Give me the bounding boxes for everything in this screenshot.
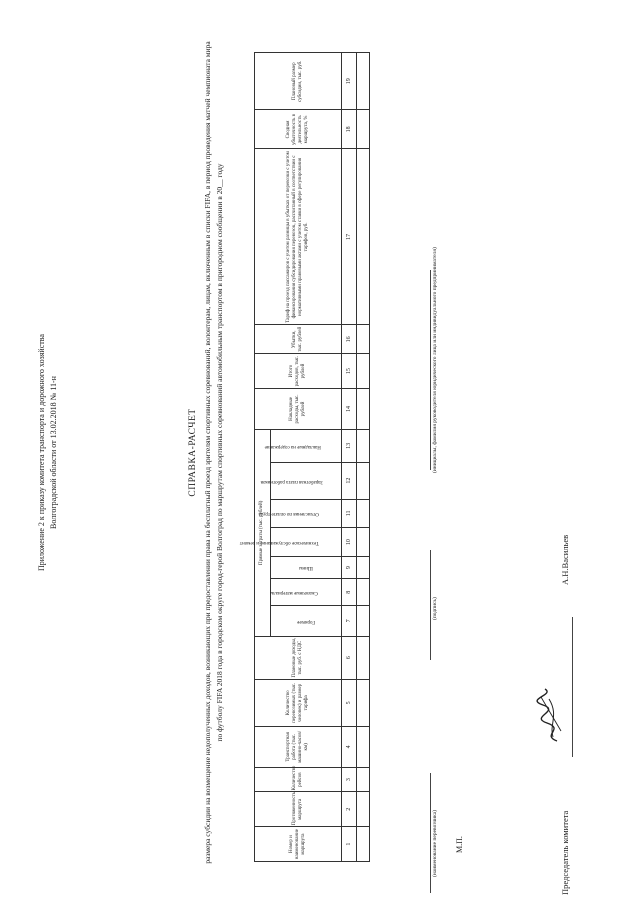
column-number: 4 [342, 726, 357, 767]
column-number: 17 [342, 149, 357, 325]
column-number: 9 [342, 556, 357, 579]
appendix-note [36, 0, 60, 905]
header-losses: Убытки, тыс. рублей [255, 325, 342, 354]
header-unprofitability: Сводная убыточность в деятельность маршрута, % [255, 110, 342, 149]
header-planned-income: Плановые доходы, тыс. руб. с НДС [255, 636, 342, 679]
header-passengers: Количество перевозимых (тыс. человек) и размер тарифа [255, 679, 342, 726]
org-line [430, 773, 431, 893]
header-trips: Количество рейсов [255, 767, 342, 792]
column-number: 13 [342, 429, 357, 462]
document-subtitle: размера субсидии на возмещение недополученных доходов, возникающих при предоставлении права на бесплатный проезд зрителям спортивных соревнований, волонтерам, лицам, включенным в списки FIFA, в период проведения матчей чемпионата мира по футболу FIFA 2018 года в городском округе город-герой Волгоград по маршрутам спортивных соревнований автомобильным транспортом в пригородном сообщении в 20__ году [203, 41, 224, 864]
header-overhead-maintenance: Накладные на содержание [270, 429, 341, 462]
header-maintenance: Техническое обслуживание и ремонт [270, 528, 341, 557]
header-transport-work: Транспортная работа (тыс. машино-часов/км) [255, 726, 342, 767]
name-line [430, 270, 431, 470]
column-number: 19 [342, 53, 357, 110]
header-payroll-charges: Отчисления по оплате труда [270, 499, 341, 528]
signature-caption: (подпись) [432, 597, 438, 620]
column-number: 16 [342, 325, 357, 354]
header-total-expenses: Итого расходов, тыс. рублей [255, 354, 342, 389]
header-subsidy: Плановый размер субсидии, тыс. руб. [255, 53, 342, 110]
column-number: 1 [342, 827, 357, 862]
handwritten-signature [535, 685, 567, 745]
document-title: СПРАВКА-РАСЧЕТ [188, 408, 198, 497]
appendix-line-2: Волгоградской области от 13.02.2018 № 11-н [49, 376, 58, 529]
column-number: 18 [342, 110, 357, 149]
column-number: 5 [342, 679, 357, 726]
header-tariff: Тариф на проезд пассажиров с учетом разницы в убытках от перевозки с учетом финансирования субсидирования перевозок, рассчитанный в соответствии с нормативными правовыми актами с учетом ставки в сфере регулирования тарифов, руб. [255, 149, 342, 325]
column-number: 14 [342, 388, 357, 429]
column-number: 8 [342, 579, 357, 606]
header-lubricants: Смазочные материалы [270, 579, 341, 606]
name-caption: (инициалы, фамилия руководителя юридического лица или индивидуального предпринимателя) [432, 247, 438, 473]
header-route: Номер и наименование маршрута [255, 827, 342, 862]
header-fuel: Горючее [270, 606, 341, 637]
appendix-line-1: Приложение 2 к приказу комитета транспорта и дорожного хозяйства [37, 334, 46, 571]
signature-line [430, 550, 431, 660]
column-number: 2 [342, 792, 357, 827]
column-number: 7 [342, 606, 357, 637]
column-number: 6 [342, 636, 357, 679]
director-name: А.Н.Васильев [560, 534, 570, 585]
column-number: 12 [342, 462, 357, 499]
column-number: 10 [342, 528, 357, 557]
header-direct-expenses: Прямые затраты (тыс. рублей) [255, 429, 271, 636]
column-number: 3 [342, 767, 357, 792]
table-row [356, 53, 369, 862]
director-signature-line [572, 617, 573, 757]
header-overhead: Накладные расходы, тыс. рублей [255, 388, 342, 429]
org-caption: (наименование перевозчика) [432, 810, 438, 877]
header-length: Протяженность маршрута [255, 792, 342, 827]
director-label: Председатель комитета [560, 810, 570, 895]
column-number: 15 [342, 354, 357, 389]
stamp-place: М.П. [455, 836, 464, 853]
header-salary: Заработная плата работников [270, 462, 341, 499]
calculation-table [239, 52, 370, 862]
column-number: 11 [342, 499, 357, 528]
column-number-row [342, 53, 357, 862]
header-tires: Шины [270, 556, 341, 579]
